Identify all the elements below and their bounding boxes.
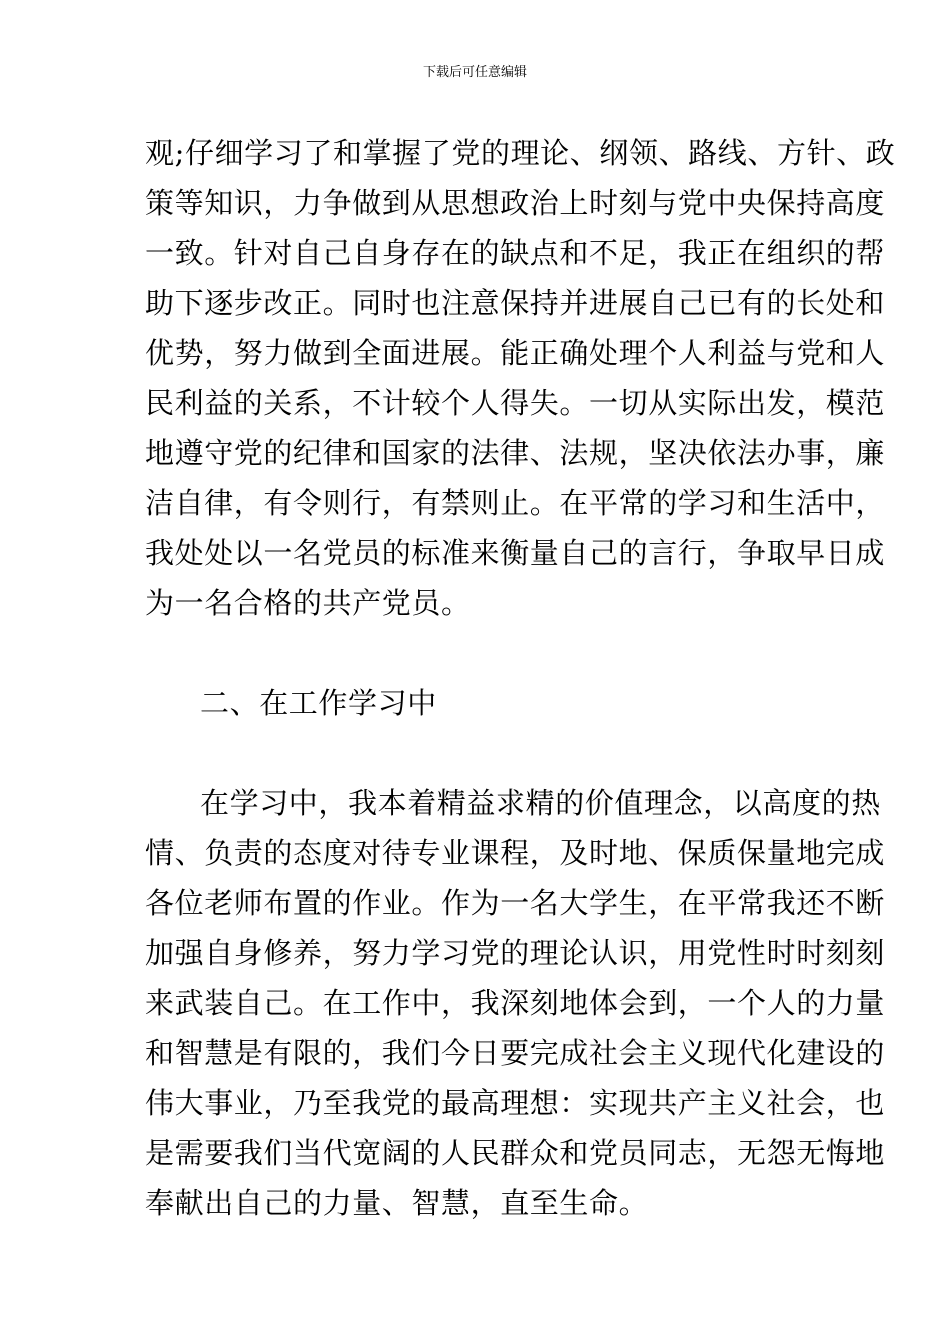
paragraph-line: 策等知识，力争做到从思想政治上时刻与党中央保持高度 (145, 186, 886, 220)
paragraph-line: 一致。针对自己自身存在的缺点和不足，我正在组织的帮 (145, 236, 886, 270)
paragraph-line: 奉献出自己的力量、智慧，直至生命。 (145, 1186, 649, 1220)
paragraph-line: 伟大事业，乃至我党的最高理想：实现共产主义社会，也 (145, 1086, 886, 1120)
paragraph-line: 情、负责的态度对待专业课程，及时地、保质保量地完成 (145, 836, 886, 870)
spacer (145, 728, 815, 778)
page-header: 下载后可任意编辑 (422, 65, 527, 80)
paragraph-line: 加强自身修养，努力学习党的理论认识，用党性时时刻刻 (145, 936, 886, 970)
paragraph-2 (145, 778, 886, 1228)
paragraph-1 (145, 128, 896, 628)
paragraph-line: 各位老师布置的作业。作为一名大学生，在平常我还不断 (145, 886, 886, 920)
paragraph-line: 洁自律，有令则行，有禁则止。在平常的学习和生活中， (145, 486, 886, 520)
paragraph-line: 和智慧是有限的，我们今日要完成社会主义现代化建设的 (145, 1036, 886, 1070)
paragraph-line: 观;仔细学习了和掌握了党的理论、纲领、路线、方针、政 (145, 136, 896, 170)
paragraph-line: 助下逐步改正。同时也注意保持并进展自己已有的长处和 (145, 286, 886, 320)
spacer (145, 628, 815, 678)
paragraph-line: 我处处以一名党员的标准来衡量自己的言行，争取早日成 (145, 536, 886, 570)
paragraph-line: 来武装自己。在工作中，我深刻地体会到，一个人的力量 (145, 986, 886, 1020)
section-heading: 二、在工作学习中 (200, 686, 437, 720)
paragraph-line: 民利益的关系，不计较个人得失。一切从实际出发，模范 (145, 386, 886, 420)
paragraph-line: 是需要我们当代宽阔的人民群众和党员同志，无怨无悔地 (145, 1136, 886, 1170)
paragraph-line: 地遵守党的纪律和国家的法律、法规，坚决依法办事，廉 (145, 436, 886, 470)
paragraph-line: 优势，努力做到全面进展。能正确处理个人利益与党和人 (145, 336, 886, 370)
paragraph-line: 为一名合格的共产党员。 (145, 586, 471, 620)
paragraph-line: 在学习中，我本着精益求精的价值理念，以高度的热 (200, 786, 881, 820)
document-body (145, 128, 896, 1228)
